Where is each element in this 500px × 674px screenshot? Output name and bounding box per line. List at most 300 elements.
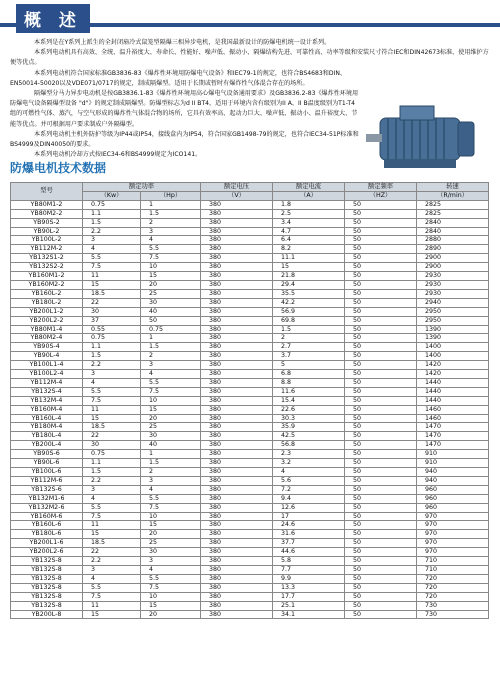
frequency-cell: 50 <box>345 316 417 325</box>
frequency-cell: 50 <box>345 378 417 387</box>
frequency-cell: 50 <box>345 298 417 307</box>
speed-cell: 1400 <box>417 352 489 361</box>
table-row <box>11 521 489 530</box>
speed-cell: 1440 <box>417 396 489 405</box>
voltage-cell: 380 <box>201 387 273 396</box>
frequency-cell: 50 <box>345 592 417 601</box>
power-hp-cell: 15 <box>141 521 201 530</box>
power-kw-cell: 4 <box>83 378 141 387</box>
frequency-cell: 50 <box>345 387 417 396</box>
power-kw-cell: 5.5 <box>83 503 141 512</box>
frequency-cell: 50 <box>345 494 417 503</box>
model-cell: YB90L-4 <box>11 352 83 361</box>
page-title: 概 述 <box>16 4 90 33</box>
power-kw-cell: 2.2 <box>83 476 141 485</box>
frequency-cell: 50 <box>345 209 417 218</box>
table-row <box>11 441 489 450</box>
speed-cell: 960 <box>417 503 489 512</box>
model-cell: YB200L2-6 <box>11 548 83 557</box>
table-row <box>11 432 489 441</box>
model-cell: YB100L1-4 <box>11 361 83 370</box>
table-row <box>11 583 489 592</box>
current-cell: 13.3 <box>273 583 345 592</box>
power-hp-cell: 4 <box>141 565 201 574</box>
speed-cell: 1390 <box>417 334 489 343</box>
table-row <box>11 592 489 601</box>
power-kw-cell: 22 <box>83 548 141 557</box>
speed-cell: 970 <box>417 539 489 548</box>
header-speed: 转速 <box>417 183 489 192</box>
speed-cell: 1440 <box>417 378 489 387</box>
power-hp-cell: 0.75 <box>141 325 201 334</box>
table-row <box>11 485 489 494</box>
power-hp-cell: 4 <box>141 236 201 245</box>
table-row <box>11 263 489 272</box>
power-hp-cell: 25 <box>141 423 201 432</box>
power-kw-cell: 1.1 <box>83 209 141 218</box>
power-hp-cell: 1.5 <box>141 343 201 352</box>
power-kw-cell: 1.5 <box>83 352 141 361</box>
current-cell: 2 <box>273 334 345 343</box>
current-cell: 35.9 <box>273 423 345 432</box>
power-hp-cell: 50 <box>141 316 201 325</box>
frequency-cell: 50 <box>345 405 417 414</box>
frequency-cell: 50 <box>345 307 417 316</box>
power-kw-cell: 11 <box>83 601 141 610</box>
table-row <box>11 387 489 396</box>
current-cell: 56.9 <box>273 307 345 316</box>
voltage-cell: 380 <box>201 396 273 405</box>
speed-cell: 1390 <box>417 325 489 334</box>
power-kw-cell: 15 <box>83 610 141 619</box>
speed-cell: 2900 <box>417 263 489 272</box>
power-kw-cell: 18.5 <box>83 423 141 432</box>
voltage-cell: 380 <box>201 459 273 468</box>
voltage-cell: 380 <box>201 370 273 379</box>
current-cell: 69.8 <box>273 316 345 325</box>
table-row <box>11 361 489 370</box>
model-cell: YB160L-4 <box>11 414 83 423</box>
model-cell: YB132S2-2 <box>11 263 83 272</box>
unit-hz: （HZ） <box>345 191 417 200</box>
frequency-cell: 50 <box>345 352 417 361</box>
voltage-cell: 380 <box>201 218 273 227</box>
frequency-cell: 50 <box>345 396 417 405</box>
table-row <box>11 468 489 477</box>
current-cell: 29.4 <box>273 280 345 289</box>
intro-paragraph: 本系列电动机主机外防护等级为IP44或IP54，接线盒内为IP54，符合国家GB1498-79的规定，也符合IEC34-51P标准和BS4999及DIN40050的要求。 <box>10 130 359 149</box>
power-hp-cell: 30 <box>141 432 201 441</box>
power-kw-cell: 18.5 <box>83 539 141 548</box>
model-cell: YB132S-8 <box>11 583 83 592</box>
table-row <box>11 289 489 298</box>
power-kw-cell: 4 <box>83 574 141 583</box>
model-cell: YB132S-8 <box>11 574 83 583</box>
unit-hp: （Hp） <box>141 191 201 200</box>
power-hp-cell: 7.5 <box>141 387 201 396</box>
power-kw-cell: 4 <box>83 494 141 503</box>
speed-cell: 2950 <box>417 307 489 316</box>
power-hp-cell: 7.5 <box>141 254 201 263</box>
speed-cell: 2940 <box>417 298 489 307</box>
power-kw-cell: 11 <box>83 521 141 530</box>
table-row <box>11 352 489 361</box>
voltage-cell: 380 <box>201 485 273 494</box>
model-cell: YB132S-6 <box>11 485 83 494</box>
power-kw-cell: 3 <box>83 485 141 494</box>
current-cell: 2.5 <box>273 209 345 218</box>
model-cell: YB132S-8 <box>11 565 83 574</box>
power-kw-cell: 5.5 <box>83 254 141 263</box>
frequency-cell: 50 <box>345 334 417 343</box>
power-kw-cell: 1.5 <box>83 468 141 477</box>
model-cell: YB90L-2 <box>11 227 83 236</box>
table-row <box>11 503 489 512</box>
model-cell: YB100L-6 <box>11 468 83 477</box>
intro-paragraph: 本系列电动机冷却方式按IEC34-6和BS4999规定为ICO141。 <box>34 151 202 159</box>
current-cell: 5.6 <box>273 476 345 485</box>
current-cell: 8.2 <box>273 245 345 254</box>
table-row <box>11 557 489 566</box>
table-row <box>11 476 489 485</box>
header-rated-frequency: 额定频率 <box>345 183 417 192</box>
current-cell: 37.7 <box>273 539 345 548</box>
voltage-cell: 380 <box>201 236 273 245</box>
frequency-cell: 50 <box>345 414 417 423</box>
current-cell: 11.1 <box>273 254 345 263</box>
speed-cell: 720 <box>417 583 489 592</box>
power-hp-cell: 1 <box>141 334 201 343</box>
current-cell: 9.4 <box>273 494 345 503</box>
voltage-cell: 380 <box>201 565 273 574</box>
current-cell: 4.7 <box>273 227 345 236</box>
power-hp-cell: 5.5 <box>141 494 201 503</box>
power-kw-cell: 1.1 <box>83 343 141 352</box>
table-row <box>11 218 489 227</box>
model-cell: YB80M1-2 <box>11 200 83 209</box>
voltage-cell: 380 <box>201 209 273 218</box>
power-hp-cell: 2 <box>141 352 201 361</box>
table-row <box>11 325 489 334</box>
table-row <box>11 610 489 619</box>
power-hp-cell: 40 <box>141 441 201 450</box>
current-cell: 12.6 <box>273 503 345 512</box>
intro-paragraph: 本系列电动机具有高效、全统、温升裕度大、寿命长、性能好、噪声低、振动小、隔爆结构先进、可靠性高、功率等级和安装尺寸符合IEC和DIN42673标准、使用维护方便等优点。 <box>10 49 489 67</box>
voltage-cell: 380 <box>201 289 273 298</box>
frequency-cell: 50 <box>345 521 417 530</box>
model-cell: YB100L-2 <box>11 236 83 245</box>
section-title: 防爆电机技术数据 <box>10 161 107 175</box>
power-kw-cell: 22 <box>83 432 141 441</box>
model-cell: YB132M1-6 <box>11 494 83 503</box>
current-cell: 30.3 <box>273 414 345 423</box>
speed-cell: 2950 <box>417 316 489 325</box>
unit-volt: （V） <box>201 191 273 200</box>
power-hp-cell: 2 <box>141 218 201 227</box>
frequency-cell: 50 <box>345 280 417 289</box>
current-cell: 35.5 <box>273 289 345 298</box>
table-row <box>11 405 489 414</box>
table-row <box>11 280 489 289</box>
power-hp-cell: 15 <box>141 272 201 281</box>
current-cell: 34.1 <box>273 610 345 619</box>
speed-cell: 2930 <box>417 280 489 289</box>
voltage-cell: 380 <box>201 298 273 307</box>
speed-cell: 1470 <box>417 432 489 441</box>
voltage-cell: 380 <box>201 468 273 477</box>
frequency-cell: 50 <box>345 565 417 574</box>
speed-cell: 1470 <box>417 441 489 450</box>
model-cell: YB160M-6 <box>11 512 83 521</box>
speed-cell: 2825 <box>417 200 489 209</box>
model-cell: YB200L1-6 <box>11 539 83 548</box>
frequency-cell: 50 <box>345 361 417 370</box>
power-kw-cell: 0.75 <box>83 450 141 459</box>
table-row <box>11 396 489 405</box>
power-kw-cell: 3 <box>83 236 141 245</box>
table-row <box>11 236 489 245</box>
frequency-cell: 50 <box>345 468 417 477</box>
voltage-cell: 380 <box>201 254 273 263</box>
power-kw-cell: 11 <box>83 272 141 281</box>
voltage-cell: 380 <box>201 583 273 592</box>
power-kw-cell: 0.75 <box>83 334 141 343</box>
model-cell: YB132S1-2 <box>11 254 83 263</box>
table-row <box>11 298 489 307</box>
model-cell: YB160M1-2 <box>11 272 83 281</box>
speed-cell: 1440 <box>417 387 489 396</box>
power-kw-cell: 5.5 <box>83 583 141 592</box>
table-row <box>11 423 489 432</box>
table-row <box>11 574 489 583</box>
speed-cell: 2825 <box>417 209 489 218</box>
table-row <box>11 316 489 325</box>
model-cell: YB132S-8 <box>11 557 83 566</box>
power-hp-cell: 20 <box>141 414 201 423</box>
voltage-cell: 380 <box>201 316 273 325</box>
voltage-cell: 380 <box>201 539 273 548</box>
unit-amp: （A） <box>273 191 345 200</box>
speed-cell: 730 <box>417 610 489 619</box>
frequency-cell: 50 <box>345 450 417 459</box>
current-cell: 25.1 <box>273 601 345 610</box>
frequency-cell: 50 <box>345 263 417 272</box>
power-hp-cell: 30 <box>141 548 201 557</box>
voltage-cell: 380 <box>201 574 273 583</box>
power-kw-cell: 15 <box>83 414 141 423</box>
voltage-cell: 380 <box>201 378 273 387</box>
unit-rpm: （R/min） <box>417 191 489 200</box>
frequency-cell: 50 <box>345 539 417 548</box>
current-cell: 42.5 <box>273 432 345 441</box>
speed-cell: 960 <box>417 485 489 494</box>
model-cell: YB90L-6 <box>11 459 83 468</box>
power-kw-cell: 3 <box>83 565 141 574</box>
power-kw-cell: 7.5 <box>83 592 141 601</box>
model-cell: YB80M2-2 <box>11 209 83 218</box>
power-hp-cell: 25 <box>141 539 201 548</box>
model-cell: YB160M-4 <box>11 405 83 414</box>
power-hp-cell: 4 <box>141 370 201 379</box>
power-kw-cell: 2.2 <box>83 557 141 566</box>
page-header <box>0 0 500 30</box>
power-hp-cell: 5.5 <box>141 574 201 583</box>
speed-cell: 2840 <box>417 218 489 227</box>
table-row <box>11 601 489 610</box>
frequency-cell: 50 <box>345 343 417 352</box>
power-hp-cell: 4 <box>141 485 201 494</box>
power-hp-cell: 1 <box>141 450 201 459</box>
voltage-cell: 380 <box>201 476 273 485</box>
power-hp-cell: 10 <box>141 263 201 272</box>
header-model: 型号 <box>11 183 83 201</box>
voltage-cell: 380 <box>201 405 273 414</box>
frequency-cell: 50 <box>345 432 417 441</box>
intro-paragraph: 本系列电动机符合国家标准GB3836-83《爆炸性环境用防爆电气设备》和IEC79-1的规定，也符合BS4683和DIN、EN50014-50020以及VDE071/0717的规定，制成隔爆型。适用于长期或暂时有爆炸性气体混合存在的场所。 <box>10 69 346 87</box>
table-row <box>11 512 489 521</box>
model-cell: YB180L-6 <box>11 530 83 539</box>
current-cell: 7.7 <box>273 565 345 574</box>
voltage-cell: 380 <box>201 361 273 370</box>
model-cell: YB112M-6 <box>11 476 83 485</box>
voltage-cell: 380 <box>201 450 273 459</box>
table-row <box>11 414 489 423</box>
speed-cell: 1420 <box>417 361 489 370</box>
table-row <box>11 307 489 316</box>
voltage-cell: 380 <box>201 441 273 450</box>
power-kw-cell: 18.5 <box>83 289 141 298</box>
speed-cell: 910 <box>417 450 489 459</box>
power-hp-cell: 3 <box>141 361 201 370</box>
power-kw-cell: 15 <box>83 280 141 289</box>
model-cell: YB112M-2 <box>11 245 83 254</box>
model-cell: YB200L-4 <box>11 441 83 450</box>
frequency-cell: 50 <box>345 254 417 263</box>
power-hp-cell: 2 <box>141 468 201 477</box>
model-cell: YB180M-4 <box>11 423 83 432</box>
power-kw-cell: 2.2 <box>83 361 141 370</box>
table-row <box>11 245 489 254</box>
speed-cell: 940 <box>417 476 489 485</box>
speed-cell: 1460 <box>417 405 489 414</box>
voltage-cell: 380 <box>201 343 273 352</box>
current-cell: 44.6 <box>273 548 345 557</box>
speed-cell: 2880 <box>417 236 489 245</box>
voltage-cell: 380 <box>201 414 273 423</box>
model-cell: YB180L-2 <box>11 298 83 307</box>
speed-cell: 1460 <box>417 414 489 423</box>
current-cell: 2.3 <box>273 450 345 459</box>
speed-cell: 1420 <box>417 370 489 379</box>
current-cell: 6.8 <box>273 370 345 379</box>
frequency-cell: 50 <box>345 370 417 379</box>
power-kw-cell: 22 <box>83 298 141 307</box>
speed-cell: 970 <box>417 512 489 521</box>
table-row <box>11 565 489 574</box>
power-hp-cell: 15 <box>141 601 201 610</box>
model-cell: YB90S-6 <box>11 450 83 459</box>
power-hp-cell: 3 <box>141 227 201 236</box>
voltage-cell: 380 <box>201 601 273 610</box>
model-cell: YB160L-6 <box>11 521 83 530</box>
model-cell: YB90S-4 <box>11 343 83 352</box>
table-row <box>11 227 489 236</box>
table-row <box>11 272 489 281</box>
current-cell: 1.5 <box>273 325 345 334</box>
current-cell: 17.7 <box>273 592 345 601</box>
current-cell: 4 <box>273 468 345 477</box>
frequency-cell: 50 <box>345 423 417 432</box>
power-hp-cell: 1.5 <box>141 459 201 468</box>
frequency-cell: 50 <box>345 272 417 281</box>
power-kw-cell: 15 <box>83 530 141 539</box>
frequency-cell: 50 <box>345 245 417 254</box>
voltage-cell: 380 <box>201 503 273 512</box>
power-hp-cell: 5.5 <box>141 378 201 387</box>
current-cell: 17 <box>273 512 345 521</box>
frequency-cell: 50 <box>345 218 417 227</box>
voltage-cell: 380 <box>201 272 273 281</box>
speed-cell: 1470 <box>417 423 489 432</box>
table-row <box>11 539 489 548</box>
motor-image <box>350 100 490 180</box>
table-row <box>11 334 489 343</box>
model-cell: YB132S-8 <box>11 592 83 601</box>
frequency-cell: 50 <box>345 548 417 557</box>
voltage-cell: 380 <box>201 610 273 619</box>
speed-cell: 910 <box>417 459 489 468</box>
speed-cell: 720 <box>417 592 489 601</box>
power-hp-cell: 7.5 <box>141 583 201 592</box>
power-hp-cell: 20 <box>141 530 201 539</box>
table-row <box>11 459 489 468</box>
frequency-cell: 50 <box>345 610 417 619</box>
frequency-cell: 50 <box>345 325 417 334</box>
speed-cell: 710 <box>417 565 489 574</box>
header-rated-current: 额定电流 <box>273 183 345 192</box>
current-cell: 7.2 <box>273 485 345 494</box>
voltage-cell: 380 <box>201 521 273 530</box>
table-row <box>11 209 489 218</box>
model-cell: YB90S-2 <box>11 218 83 227</box>
current-cell: 11.6 <box>273 387 345 396</box>
speed-cell: 970 <box>417 521 489 530</box>
current-cell: 24.6 <box>273 521 345 530</box>
speed-cell: 710 <box>417 557 489 566</box>
power-hp-cell: 30 <box>141 298 201 307</box>
power-kw-cell: 11 <box>83 405 141 414</box>
voltage-cell: 380 <box>201 227 273 236</box>
frequency-cell: 50 <box>345 583 417 592</box>
current-cell: 31.6 <box>273 530 345 539</box>
frequency-cell: 50 <box>345 459 417 468</box>
power-hp-cell: 10 <box>141 396 201 405</box>
speed-cell: 940 <box>417 468 489 477</box>
frequency-cell: 50 <box>345 289 417 298</box>
speed-cell: 2900 <box>417 254 489 263</box>
voltage-cell: 380 <box>201 334 273 343</box>
voltage-cell: 380 <box>201 592 273 601</box>
current-cell: 42.2 <box>273 298 345 307</box>
model-cell: YB80M2-4 <box>11 334 83 343</box>
power-kw-cell: 7.5 <box>83 512 141 521</box>
speed-cell: 2930 <box>417 289 489 298</box>
current-cell: 15.4 <box>273 396 345 405</box>
current-cell: 5 <box>273 361 345 370</box>
model-cell: YB200L-8 <box>11 610 83 619</box>
model-cell: YB132S-4 <box>11 387 83 396</box>
speed-cell: 720 <box>417 574 489 583</box>
